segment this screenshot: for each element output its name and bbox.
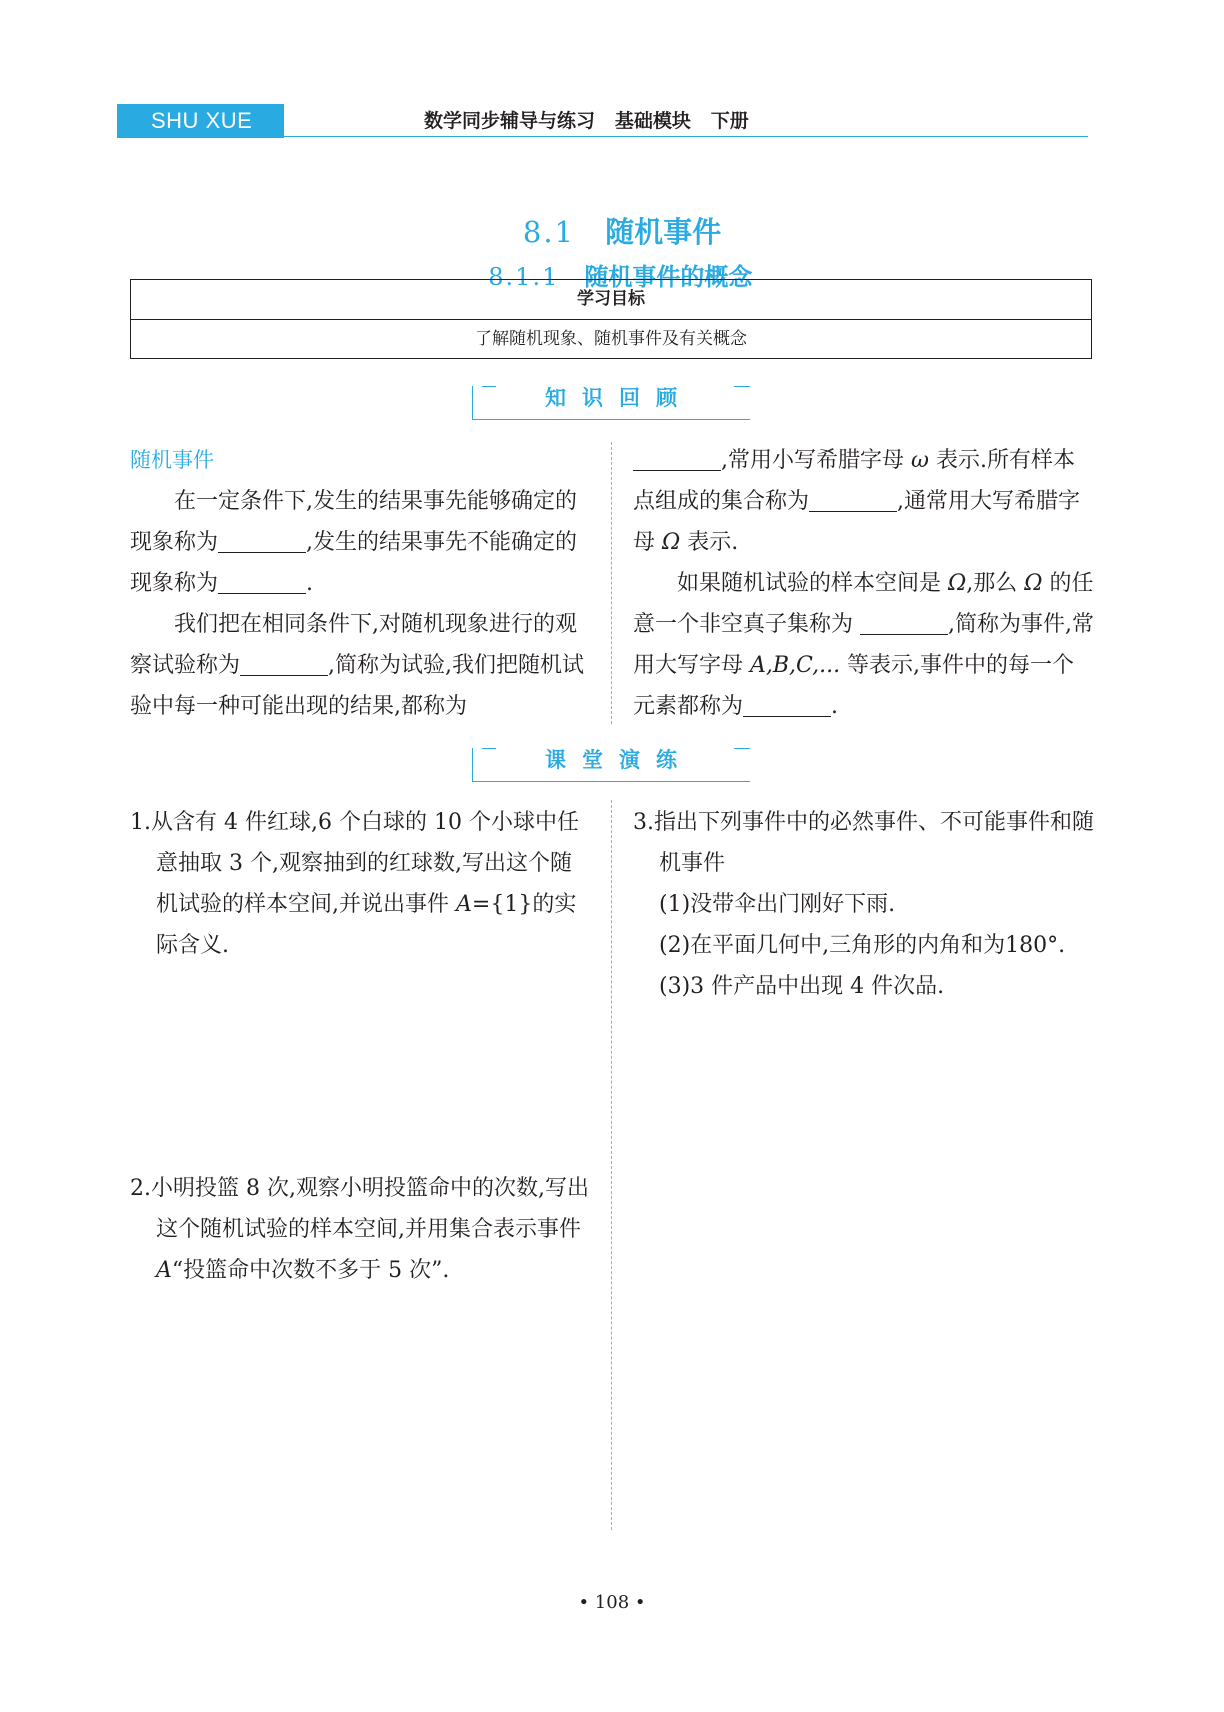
- question-3-item-3: (3)3 件产品中出现 4 件次品.: [659, 974, 945, 999]
- page-number: • 108 •: [578, 1592, 646, 1613]
- review-subheading: 随机事件: [130, 448, 214, 472]
- review-paragraph-2-start: 我们把在相同条件下,对随机现象进行的观察试验称为 ,简称为试验,我们把随机试验中每一种可能出现的结果,都称为: [130, 612, 585, 719]
- question-3: [633, 802, 1095, 1007]
- learning-goal-box: [130, 279, 1092, 359]
- subject-brand-box: SHU XUE: [117, 104, 284, 138]
- question-3-item-2: (2)在平面几何中,三角形的内角和为180°.: [659, 933, 1066, 958]
- question-3-text: 3.指出下列事件中的必然事件、不可能事件和随机事件: [633, 810, 1095, 876]
- review-paragraph-3: 如果随机试验的样本空间是 Ω,那么 Ω 的任意一个非空真子集称为 ,简称为事件,常用大写字母 A,B,C,... 等表示,事件中的每一个元素都称为 .: [633, 571, 1094, 719]
- fill-blank[interactable]: [809, 485, 897, 512]
- question-1-text: 1.从含有 4 件红球,6 个白球的 10 个小球中任意抽取 3 个,观察抽到的红球数,写出这个随机试验的样本空间,并说出事件 A={1}的实际含义.: [130, 810, 579, 958]
- review-paragraph-1: 在一定条件下,发生的结果事先能够确定的现象称为 ,发生的结果事先不能确定的现象称为 .: [130, 489, 578, 596]
- question-3-item-1: (1)没带伞出门刚好下雨.: [659, 892, 896, 917]
- review-right-column: [633, 440, 1095, 727]
- question-2: [130, 1168, 592, 1291]
- fill-blank[interactable]: [218, 567, 306, 594]
- banner-underline: [472, 781, 750, 782]
- review-paragraph-2-cont: ,常用小写希腊字母 ω 表示.所有样本点组成的集合称为 ,通常用大写希腊字母 Ω 表示.: [633, 440, 1095, 563]
- section-number: 8.1: [522, 215, 575, 249]
- practice-banner: [472, 742, 750, 782]
- question-1: [130, 802, 592, 966]
- column-divider-bottom: [611, 800, 612, 1530]
- book-title: 数学同步辅导与练习 基础模块 下册: [424, 110, 749, 132]
- fill-blank[interactable]: [633, 444, 721, 471]
- learning-goal-heading: 学习目标: [131, 280, 1091, 320]
- review-banner-label: 知识回顾: [545, 386, 693, 410]
- practice-banner-label: 课堂演练: [545, 748, 693, 772]
- section-title-text: 随机事件: [605, 215, 722, 249]
- fill-blank[interactable]: [218, 526, 306, 553]
- fill-blank[interactable]: [240, 649, 328, 676]
- column-divider-top: [611, 442, 612, 724]
- fill-blank[interactable]: [743, 690, 831, 717]
- subsection-number: 8.1.1: [488, 263, 560, 291]
- header-rule: [284, 136, 1088, 137]
- learning-goal-text: 了解随机现象、随机事件及有关概念: [475, 329, 747, 349]
- subsection-title-text: 随机事件的概念: [584, 263, 753, 291]
- fill-blank[interactable]: [860, 608, 948, 635]
- review-left-column: [130, 440, 592, 727]
- question-2-text: 2.小明投篮 8 次,观察小明投篮命中的次数,写出这个随机试验的样本空间,并用集合表示事件 A“投篮命中次数不多于 5 次”.: [130, 1176, 589, 1283]
- review-banner: [472, 380, 750, 420]
- banner-underline: [472, 419, 750, 420]
